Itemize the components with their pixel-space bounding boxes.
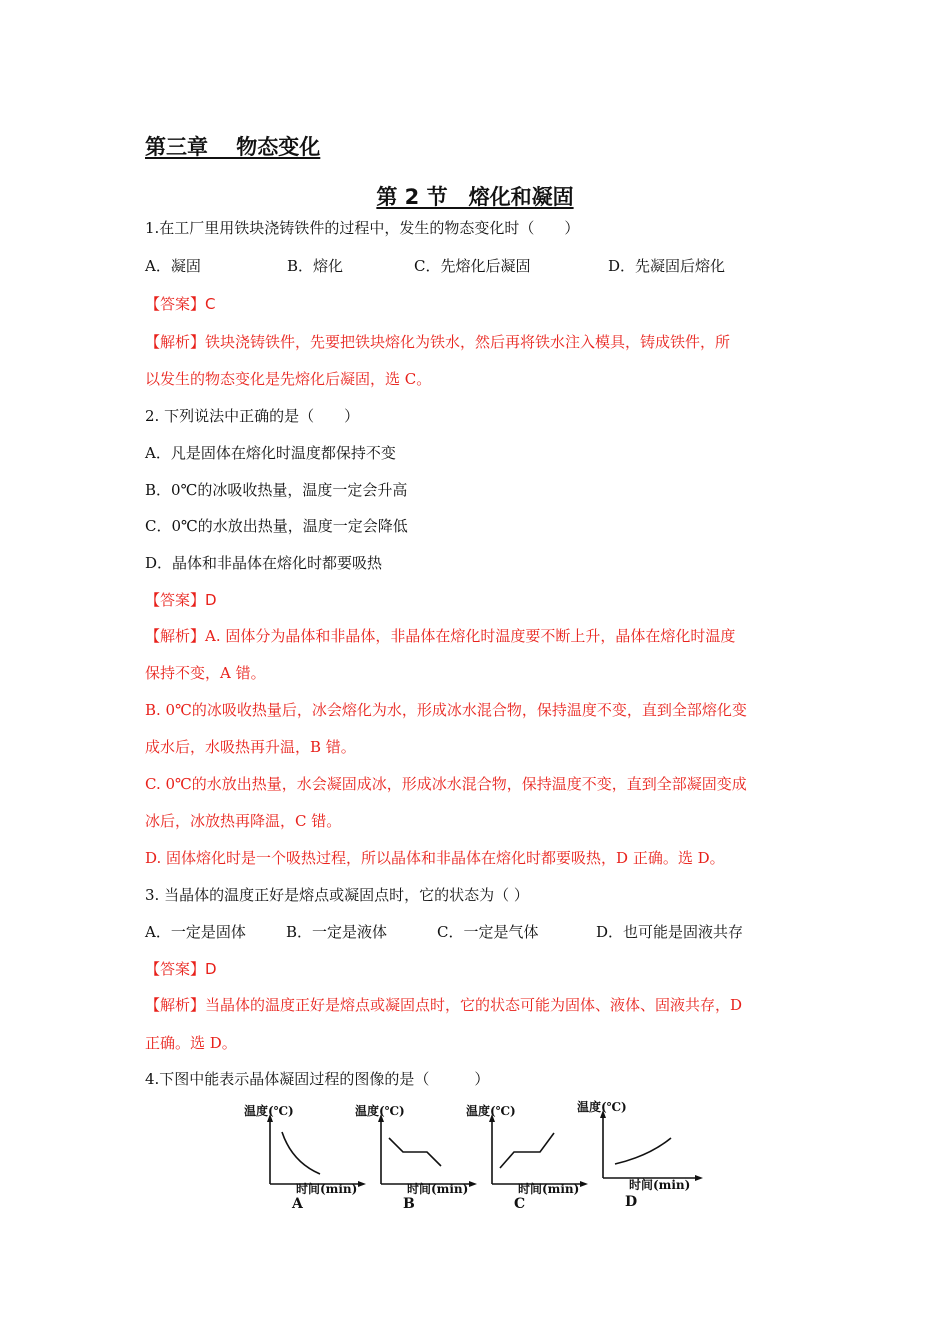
q2-option-a: A．凡是固体在熔化时温度都保持不变	[145, 444, 396, 462]
graph-d-line	[615, 1138, 671, 1164]
q1-option-a: A．凝固	[145, 257, 201, 275]
q1-option-b: B．熔化	[287, 257, 344, 275]
q3-stem: 3. 当晶体的温度正好是熔点或凝固点时，它的状态为（ ）	[145, 886, 529, 904]
answer-value: D	[205, 960, 217, 978]
answer-tag: 【答案】	[145, 591, 206, 609]
graph-d-ylabel: 温度(℃)	[577, 1100, 627, 1114]
analysis-text: 铁块浇铸铁件，先要把铁块熔化为铁水，然后再将铁水注入模具，铸成铁件，所	[205, 333, 731, 351]
graph-c-line	[500, 1133, 554, 1168]
q2-option-d: D．晶体和非晶体在熔化时都要吸热	[145, 554, 383, 572]
analysis-tag: 【解析】	[145, 333, 206, 351]
graph-d-plot	[577, 1100, 712, 1215]
graph-b-ylabel: 温度(℃)	[355, 1104, 405, 1118]
q1-stem: 1.在工厂里用铁块浇铸铁件的过程中，发生的物态变化时（ ）	[145, 219, 580, 237]
analysis-tag: 【解析】	[145, 627, 206, 645]
q1-answer	[145, 294, 216, 314]
answer-tag: 【答案】	[145, 960, 206, 978]
graph-d	[577, 1100, 712, 1215]
q2-analysis-line-1	[145, 626, 735, 646]
q1-option-d: D．先凝固后熔化	[608, 257, 726, 275]
graph-b-letter: B	[403, 1196, 415, 1212]
q4-stem: 4.下图中能表示晶体凝固过程的图像的是（ ）	[145, 1070, 490, 1088]
q3-answer	[145, 959, 217, 979]
graph-d-xlabel: 时间(min)	[629, 1178, 691, 1192]
q2-analysis-line-7: D. 固体熔化时是一个吸热过程，所以晶体和非晶体在熔化时都要吸热，D 正确。选 D。	[145, 849, 725, 867]
graph-a-ylabel: 温度(℃)	[244, 1104, 294, 1118]
q2-option-b: B．0℃的冰吸收热量，温度一定会升高	[145, 481, 408, 499]
q1-analysis-line-2: 以发生的物态变化是先熔化后凝固，选 C。	[145, 370, 432, 388]
graph-c-xlabel: 时间(min)	[518, 1182, 580, 1196]
graph-b-xlabel: 时间(min)	[407, 1182, 469, 1196]
q2-analysis-line-6: 冰后，冰放热再降温，C 错。	[145, 812, 342, 830]
analysis-tag: 【解析】	[145, 996, 206, 1014]
analysis-text: A. 固体分为晶体和非晶体，非晶体在熔化时温度要不断上升，晶体在熔化时温度	[205, 627, 736, 645]
q2-analysis-line-3: B. 0℃的冰吸收热量后，冰会熔化为水，形成冰水混合物，保持温度不变，直到全部熔化变	[145, 701, 747, 719]
q1-option-c: C．先熔化后凝固	[414, 257, 531, 275]
graph-c-letter: C	[514, 1196, 526, 1212]
q2-stem: 2. 下列说法中正确的是（ ）	[145, 407, 360, 425]
answer-value: C	[205, 295, 216, 313]
q3-option-a: A．一定是固体	[145, 923, 246, 941]
answer-tag: 【答案】	[145, 295, 206, 313]
q2-analysis-line-2: 保持不变，A 错。	[145, 664, 266, 682]
q3-option-c: C．一定是气体	[437, 923, 539, 941]
graph-d-letter: D	[625, 1194, 638, 1210]
graph-a-letter: A	[292, 1196, 303, 1212]
graph-c-ylabel: 温度(℃)	[466, 1104, 516, 1118]
q1-analysis-line-1	[145, 332, 730, 352]
q2-answer	[145, 590, 217, 610]
answer-value: D	[205, 591, 217, 609]
q3-option-d: D．也可能是固液共存	[596, 923, 744, 941]
q3-analysis-line-2: 正确。选 D。	[145, 1034, 237, 1052]
x-arrow-icon	[695, 1175, 703, 1181]
analysis-text: 当晶体的温度正好是熔点或凝固点时，它的状态可能为固体、液体、固液共存，D	[205, 996, 743, 1014]
graph-a-line	[282, 1132, 320, 1174]
graph-b-line	[389, 1138, 441, 1166]
q2-analysis-line-4: 成水后，水吸热再升温，B 错。	[145, 738, 356, 756]
q3-analysis-line-1	[145, 995, 742, 1015]
q2-option-c: C．0℃的水放出热量，温度一定会降低	[145, 517, 408, 535]
q3-option-b: B．一定是液体	[286, 923, 388, 941]
section-title: 第 2 节 熔化和凝固	[376, 185, 574, 209]
chapter-title: 第三章 物态变化	[145, 135, 321, 159]
graph-a-xlabel: 时间(min)	[296, 1182, 358, 1196]
q2-analysis-line-5: C. 0℃的水放出热量，水会凝固成冰，形成冰水混合物，保持温度不变，直到全部凝固变成	[145, 775, 747, 793]
